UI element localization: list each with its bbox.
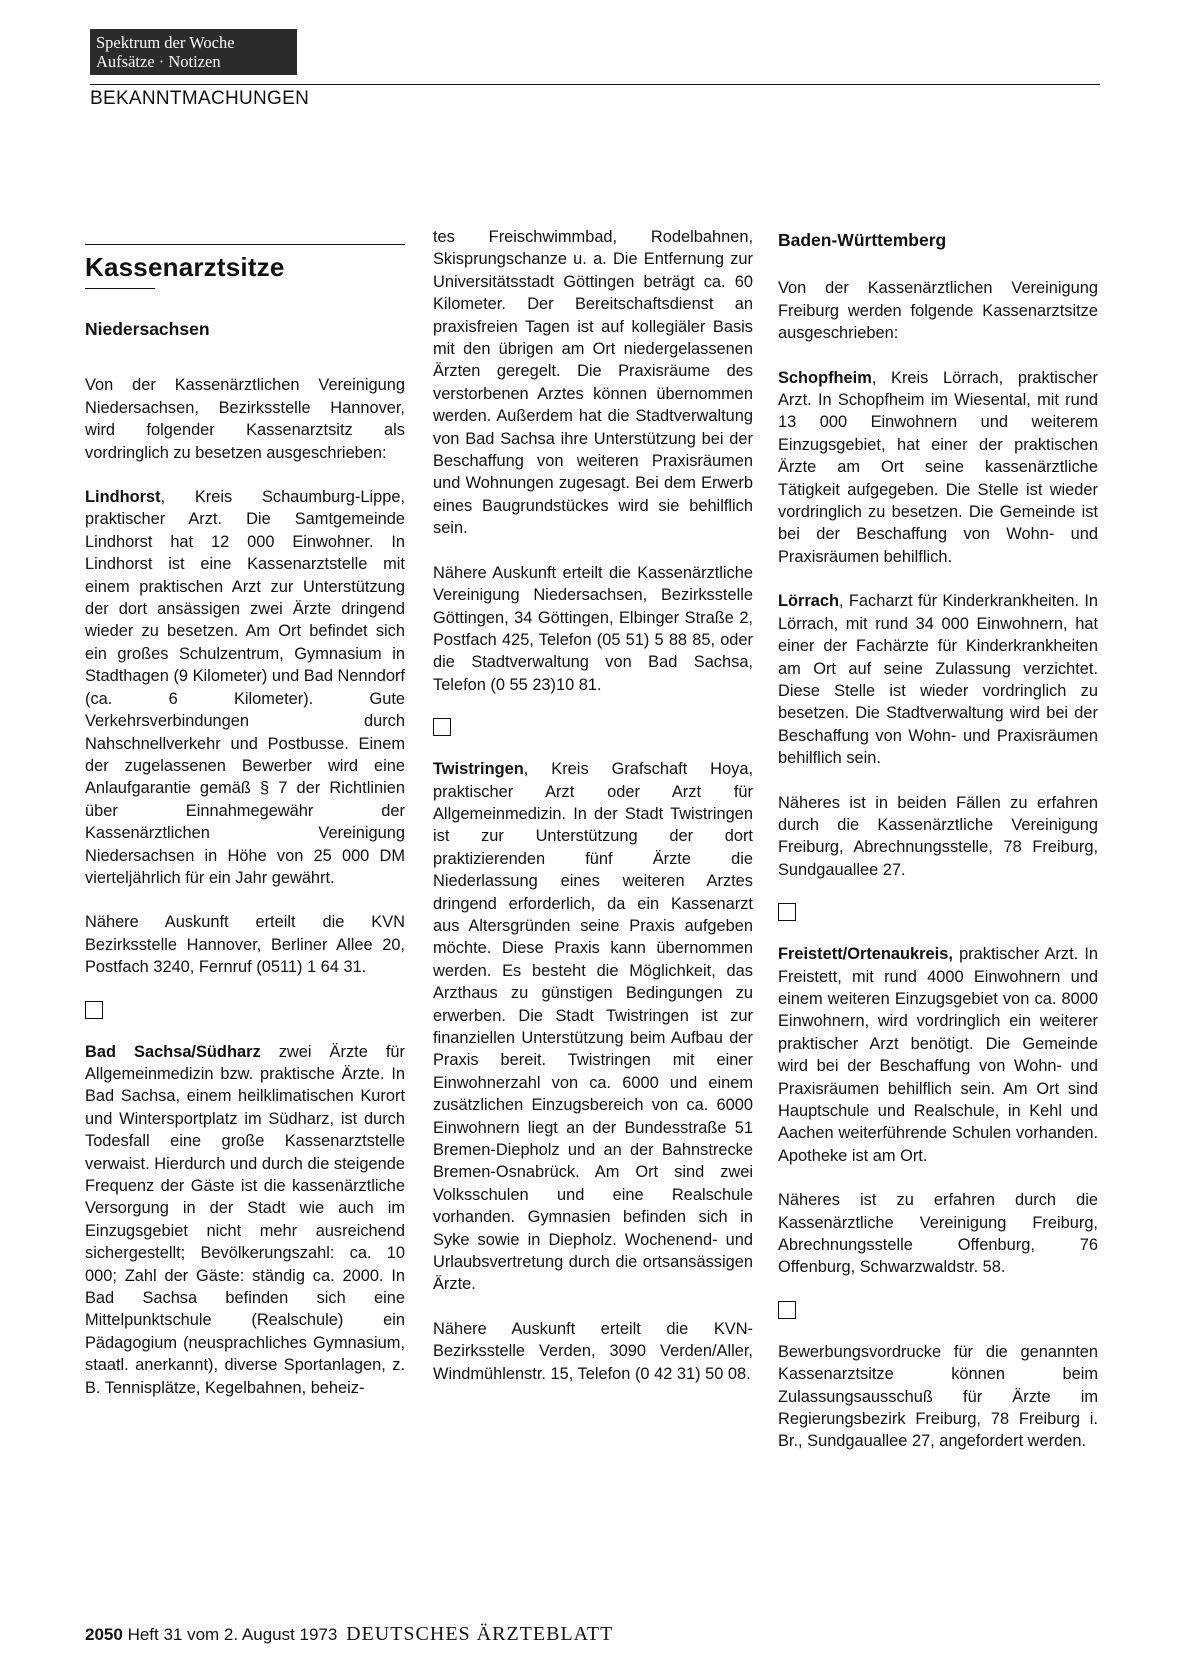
paragraph: Von der Kassenärztlichen Vereinigung Freiburg werden folgende Kassenarztsitze ausgeschrieben: — [778, 279, 1098, 343]
paragraph: tes Freischwimmbad, Rodelbahnen, Skisprungschanze u. a. Die Entfernung zur Universitätsstadt Göttingen beträgt ca. 60 Kilometer. Der Bereitschaftsdienst an praxisfreien Tagen ist auf kollegiäler Basis mit den übrigen am Ort niedergelassenen Ärzten geregelt. Die Praxisräume des verstorbenen Arztes können übernommen werden. Außerdem hat die Stadtverwaltung von Bad Sachsa ihre Unterstützung bei der Beschaffung von weiteren Praxisräumen und Wohnungen zugesagt. Bei dem Erwerb eines Baugrundstückes wird sie behilflich sein. — [433, 228, 753, 538]
paragraph-text: , Facharzt für Kinderkrankheiten. In Lörrach, mit rund 34 000 Einwohnern, hat einer der Fachärzte für Kinderkrankheiten am Ort auf seine Zulassung verzichtet. Diese Stelle ist wieder vordringlich zu besetzen. Die Stadtverwaltung wird bei der Beschaffung von Wohn- und Praxisräumen behilflich sein. — [778, 592, 1098, 768]
separator-square-icon — [778, 903, 796, 921]
paragraph — [433, 758, 753, 1296]
place-name: Bad Sachsa/Südharz — [85, 1042, 261, 1061]
header-rule — [90, 84, 1100, 85]
section-label: BEKANNTMACHUNGEN — [90, 88, 310, 109]
paragraph-text: , Kreis Lörrach, praktischer Arzt. In Schopfheim im Wiesental, mit rund 13 000 Einwohnern und weiterem Einzugsgebiet, hat einer der praktischen Ärzte am Ort seine kassenärztliche Tätigkeit aufgegeben. Die Stelle ist wieder vordringlich zu besetzen. Die Gemeinde ist bei der Beschaffung von Wohn- und Praxisräumen behilflich. — [778, 368, 1098, 566]
paragraph — [85, 1041, 405, 1400]
paragraph: Nähere Auskunft erteilt die KVN Bezirksstelle Hannover, Berliner Allee 20, Postfach 3240, Fernruf (0511) 1 64 31. — [85, 913, 405, 977]
place-name: Twistringen — [433, 760, 524, 779]
paragraph: Bewerbungsvordrucke für die genannten Kassenarztsitze können beim Zulassungsausschuß für Ärzte im Regierungsbezirk Freiburg, 78 Freiburg i. Br., Sundgauallee 27, angefordert werden. — [778, 1342, 1098, 1451]
place-name: Lindhorst — [85, 488, 161, 507]
paragraph — [778, 367, 1098, 569]
header-line-2: Aufsätze · Notizen — [96, 52, 221, 71]
page-number: 2050 — [85, 1625, 123, 1644]
paragraph — [778, 590, 1098, 769]
paragraph — [85, 486, 405, 889]
region-heading: Baden-Württemberg — [778, 230, 947, 250]
column-1 — [85, 318, 405, 1421]
separator-square-icon — [778, 1301, 796, 1319]
paragraph-text: , Kreis Schaumburg-Lippe, praktischer Arzt. Die Samtgemeinde Lindhorst hat 12 000 Einwohner. In Lindhorst ist eine Kassenarztstelle mit einem praktischen Arzt zur Unterstützung der dort ansässigen zwei Ärzte dringend wieder zu besetzen. Am Ort befindet sich ein großes Schulzentrum, Gymnasium in Stadthagen (9 Kilometer) und Bad Nenndorf (ca. 6 Kilometer). Gute Verkehrsverbindungen durch Nahschnellverkehr und Postbusse. Einem der zugelassenen Bewerber wird eine Anlaufgarantie gemäß § 7 der Richtlinien über Einnahmegewähr der Kassenärztlichen Vereinigung Niedersachsen in Höhe von 25 000 DM vierteljährlich für ein Jahr gewährt. — [85, 488, 405, 887]
paragraph: Nähere Auskunft erteilt die Kassenärztliche Vereinigung Niedersachsen, Bezirksstelle Göttingen, 34 Göttingen, Elbinger Straße 2, Postfach 425, Telefon (05 51) 5 88 85, oder die Stadtverwaltung von Bad Sachsa, Telefon (0 55 23)10 81. — [433, 563, 753, 694]
column-3 — [778, 229, 1098, 1475]
place-name: Schopfheim — [778, 368, 872, 387]
separator-square-icon — [85, 1001, 103, 1019]
paragraph: Von der Kassenärztlichen Vereinigung Niedersachsen, Bezirksstelle Hannover, wird folgender Kassenarztsitz als vordringlich zu besetzen ausgeschrieben: — [85, 376, 405, 462]
paragraph: Näheres ist in beiden Fällen zu erfahren durch die Kassenärztliche Vereinigung Freiburg, Abrechnungsstelle, 78 Freiburg, Sundgauallee 27. — [778, 793, 1098, 879]
magazine-name: DEUTSCHES ÄRZTEBLATT — [346, 1623, 614, 1645]
page-title: Kassenarztsitze — [85, 252, 285, 282]
separator-square-icon — [433, 718, 451, 736]
title-top-rule — [85, 244, 405, 245]
paragraph-text: zwei Ärzte für Allgemeinmedizin bzw. praktische Ärzte. In Bad Sachsa, einem heilklimatischen Kurort und Wintersportplatz im Südharz, ist durch Todesfall eine große Kassenarztstelle verwaist. Hierdurch und durch die steigende Frequenz der Gäste ist die kassenärztliche Versorgung in der Stadt wie auch im Einzugsgebiet nicht mehr ausreichend sichergestellt; Bevölkerungszahl: ca. 10 000; Zahl der Gäste: ständig ca. 2000. In Bad Sachsa befinden sich eine Mittelpunktschule (Realschule) ein Pädagogium (neusprachliches Gymnasium, staatl. anerkannt), diverse Sportanlagen, z. B. Tennisplätze, Kegelbahnen, beheiz- — [85, 1042, 406, 1397]
paragraph-text: praktischer Arzt. In Freistett, mit rund 4000 Einwohnern und einem weiteren Einzugsgebiet von ca. 8000 Einwohnern, wird vordringlich ein weiterer praktischer Arzt benötigt. Die Gemeinde wird bei der Beschaffung von Wohn- und Praxisräumen behilflich sein. Am Ort sind Hauptschule und Realschule, in Kehl und Aachen weiterführende Schulen vorhanden. Apotheke ist am Ort. — [778, 945, 1098, 1165]
place-name: Freistett/Ortenaukreis, — [778, 945, 953, 964]
paragraph: Näheres ist zu erfahren durch die Kassenärztliche Vereinigung Freiburg, Abrechnungsstelle Offenburg, 76 Offenburg, Schwarzwaldstr. 58. — [778, 1191, 1098, 1277]
header-line-1: Spektrum der Woche — [96, 33, 235, 52]
page-footer — [85, 1623, 613, 1646]
place-name: Lörrach — [778, 592, 840, 611]
title-underline — [85, 288, 155, 289]
region-heading: Niedersachsen — [85, 319, 210, 339]
paragraph-text: , Kreis Grafschaft Hoya, praktischer Arzt oder Arzt für Allgemeinmedizin. In der Stadt Twistringen ist zur Unterstützung der dort praktizierenden fünf Ärzte die Niederlassung eines weiteren Arztes dringend erforderlich, da ein Kassenarzt aus Altersgründen seine Praxis aufgeben möchte. Diese Praxis kann übernommen werden. Es besteht die Möglichkeit, das Arzthaus zu günstigen Bedingungen zu erwerben. Die Stadt Twistringen ist zur finanziellen Unterstützung beim Aufbau der Praxis bereit. Twistringen mit einer Einwohnerzahl von ca. 6000 und einem zusätzlichen Einzugsbereich von ca. 6000 Einwohnern liegt an der Bundesstraße 51 Bremen-Diepholz und an der Bahnstrecke Bremen-Osnabrück. Am Ort sind zwei Volksschulen und eine Realschule vorhanden. Gymnasien befinden sich in Syke sowie in Diepholz. Wochenend- und Urlaubsvertretung durch die ortsansässigen Ärzte. — [433, 760, 753, 1294]
column-2 — [433, 226, 753, 1407]
paragraph — [778, 943, 1098, 1167]
section-header-box — [90, 29, 297, 75]
issue-info: Heft 31 vom 2. August 1973 — [127, 1625, 338, 1644]
paragraph: Nähere Auskunft erteilt die KVN-Bezirksstelle Verden, 3090 Verden/Aller, Windmühlenstr. 15, Telefon (0 42 31) 50 08. — [433, 1319, 753, 1383]
